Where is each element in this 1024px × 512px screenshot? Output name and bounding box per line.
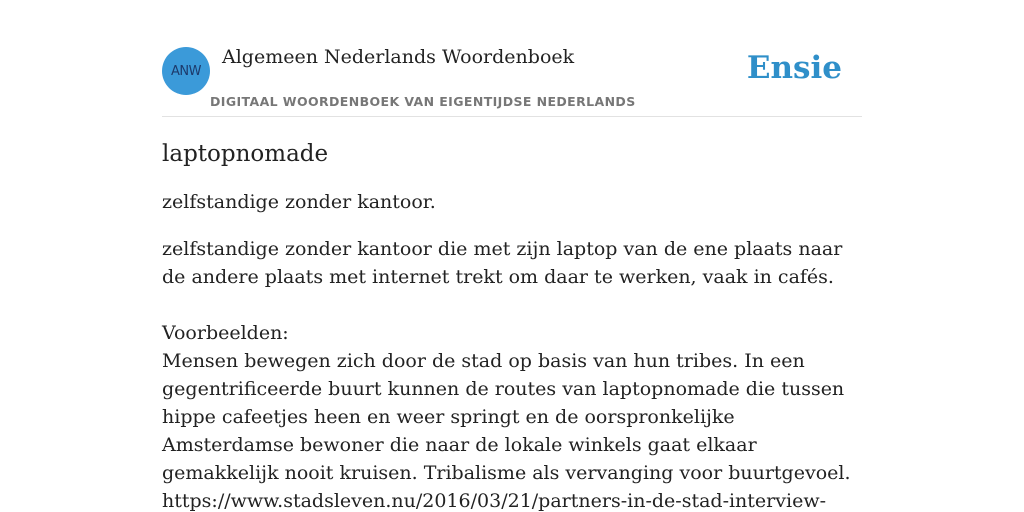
short-definition: zelfstandige zonder kantoor. xyxy=(162,191,436,213)
long-definition: zelfstandige zonder kantoor die met zijn laptop van de ene plaats naar de andere plaats met internet trekt om daar te werken, vaak in cafés. xyxy=(162,238,843,288)
logo-text: ANW xyxy=(171,63,201,79)
site-title[interactable]: Algemeen Nederlands Woordenboek xyxy=(222,46,575,68)
anw-logo[interactable] xyxy=(162,47,210,95)
examples-label: Voorbeelden: xyxy=(162,322,289,344)
example-source-link[interactable]: https://www.stadsleven.nu/2016/03/21/partners-in-de-stad-interview- xyxy=(162,490,826,512)
example-text: Mensen bewegen zich door de stad op basis van hun tribes. In een gegentrificeerde buurt kunnen de routes van laptopnomade die tussen hippe cafeetjes heen en weer springt en de oorspronkelijke Amsterdamse bewoner die naar de lokale winkels gaat elkaar gemakkelijk nooit kruisen. Tribalisme als vervanging voor buurtgevoel. xyxy=(162,350,851,484)
ensie-brand-logo[interactable]: Ensie xyxy=(746,50,842,86)
site-subtitle: DIGITAAL WOORDENBOEK VAN EIGENTIJDSE NEDERLANDS xyxy=(210,94,636,109)
headword: laptopnomade xyxy=(162,141,329,167)
site-header xyxy=(162,0,862,117)
entry-content xyxy=(162,138,862,512)
